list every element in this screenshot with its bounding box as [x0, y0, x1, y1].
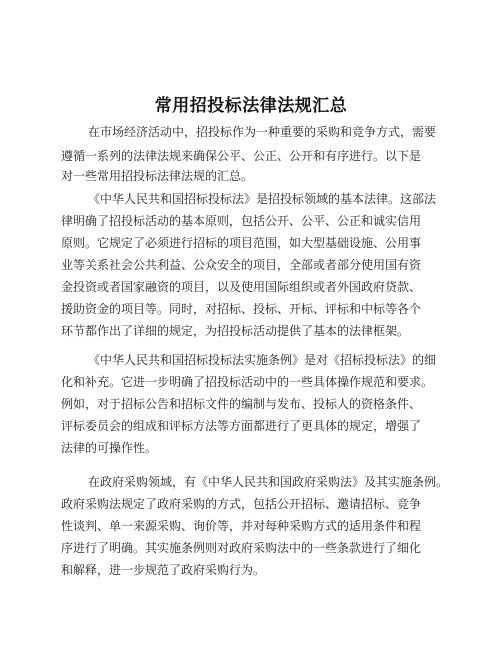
paragraph-4-line-3: 性谈判、单一来源采购、询价等，并对每种采购方式的适用条件和程: [61, 519, 422, 533]
paragraph-2-line-4: 业等关系社会公共利益、公众安全的项目，全部或者部分使用国有资: [61, 258, 422, 272]
paragraph-2-line-5: 金投资或者国家融资的项目，以及使用国际组织或者外国政府贷款、: [61, 280, 422, 294]
paragraph-2-line-3: 原则。它规定了必须进行招标的项目范围，如大型基础设施、公用事: [61, 236, 422, 250]
paragraph-4-line-5: 和解释，进一步规范了政府采购行为。: [61, 563, 266, 577]
paragraph-2-line-2: 律明确了招投标活动的基本原则，包括公开、公平、公正和诚实信用: [61, 214, 422, 228]
paragraph-4-line-1: 在政府采购领域，有《中华人民共和国政府采购法》及其实施条例。: [88, 475, 449, 489]
paragraph-2-line-7: 环节都作出了详细的规定，为招投标活动提供了基本的法律框架。: [61, 324, 410, 338]
paragraph-4-line-4: 序进行了明确。其实施条例则对政府采购法中的一些条款进行了细化: [61, 541, 422, 555]
paragraph-3-line-5: 法律的可操作性。: [61, 441, 158, 455]
paragraph-3-line-4: 评标委员会的组成和评标方法等方面都进行了更具体的规定，增强了: [61, 419, 422, 433]
paragraph-1-line-3: 对一些常用招投标法律法规的汇总。: [61, 169, 254, 183]
paragraph-1-line-2: 遵循一系列的法律法规来确保公平、公正、公开和有序进行。以下是: [61, 149, 422, 163]
page-title: 常用招投标法律法规汇总: [154, 96, 348, 116]
paragraph-2-line-1: 《中华人民共和国招标投标法》是招投标领域的基本法律。这部法: [88, 192, 437, 206]
paragraph-3-line-1: 《中华人民共和国招标投标法实施条例》是对《招标投标法》的细: [88, 353, 437, 367]
paragraph-3-line-3: 例如，对于招标公告和招标文件的编制与发布、投标人的资格条件、: [61, 397, 422, 411]
paragraph-3-line-2: 化和补充。它进一步明确了招投标活动中的一些具体操作规范和要求。: [61, 375, 434, 389]
paragraph-1-line-1: 在市场经济活动中，招投标作为一种重要的采购和竞争方式，需要: [88, 125, 437, 139]
paragraph-2-line-6: 援助资金的项目等。同时，对招标、投标、开标、评标和中标等各个: [61, 302, 422, 316]
paragraph-4-line-2: 政府采购法规定了政府采购的方式，包括公开招标、邀请招标、竞争: [61, 497, 422, 511]
